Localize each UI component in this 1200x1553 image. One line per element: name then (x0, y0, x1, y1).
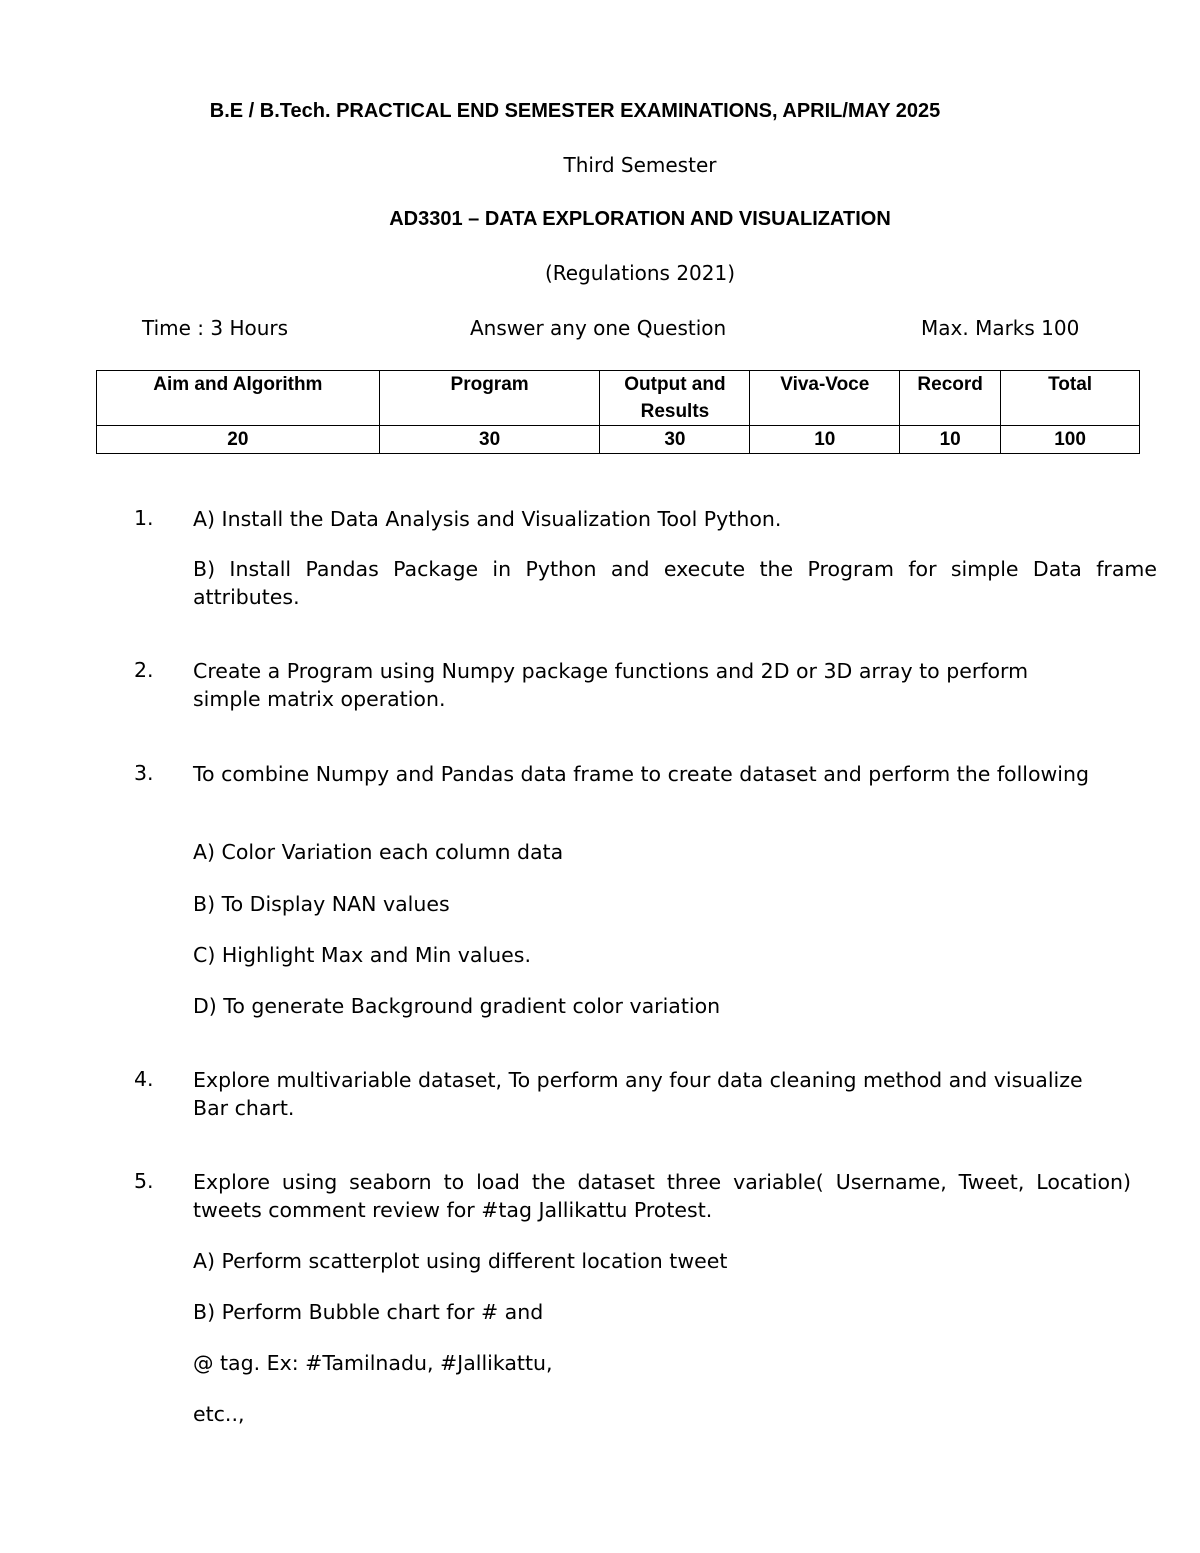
question-subpart: etc.., (193, 1402, 245, 1426)
instruction-label: Answer any one Question (470, 316, 727, 340)
semester-label: Third Semester (563, 153, 717, 177)
value-total: 100 (1001, 426, 1140, 454)
header-program: Program (379, 371, 600, 426)
question-number: 1. (134, 506, 154, 530)
question-subpart: A) Color Variation each column data (193, 840, 564, 864)
header-record: Record (900, 371, 1001, 426)
marks-table (96, 370, 1140, 454)
question-text: A) Install the Data Analysis and Visualization Tool Python. (193, 507, 782, 531)
question-subpart: B) Perform Bubble chart for # and (193, 1300, 544, 1324)
question-text: Explore multivariable dataset, To perform any four data cleaning method and visualize Bar chart. (193, 1068, 1083, 1120)
header-viva-voce: Viva-Voce (750, 371, 900, 426)
exam-title: B.E / B.Tech. PRACTICAL END SEMESTER EXAMINATIONS, APRIL/MAY 2025 (209, 100, 941, 122)
course-title: AD3301 – DATA EXPLORATION AND VISUALIZATION (389, 208, 891, 230)
value-viva-voce: 10 (750, 426, 900, 454)
question-text: B) Install Pandas Package in Python and execute the Program for simple Data frame attributes. (193, 557, 1157, 609)
header-output-results: Output and Results (600, 371, 750, 426)
value-program: 30 (379, 426, 600, 454)
value-record: 10 (900, 426, 1001, 454)
marks-table-header-row (97, 371, 1140, 426)
header-total: Total (1001, 371, 1140, 426)
marks-table-values-row (97, 426, 1140, 454)
value-output-results: 30 (600, 426, 750, 454)
question-subpart: A) Perform scatterplot using different location tweet (193, 1249, 728, 1273)
question-subpart: C) Highlight Max and Min values. (193, 943, 531, 967)
question-number: 2. (134, 658, 154, 682)
max-marks-label: Max. Marks 100 (921, 316, 1080, 340)
question-number: 4. (134, 1067, 154, 1091)
question-subpart: D) To generate Background gradient color variation (193, 994, 721, 1018)
question-text: To combine Numpy and Pandas data frame to create dataset and perform the following (193, 762, 1089, 786)
value-aim-algorithm: 20 (97, 426, 380, 454)
question-subpart: B) To Display NAN values (193, 892, 450, 916)
question-number: 5. (134, 1169, 154, 1193)
question-text: Create a Program using Numpy package functions and 2D or 3D array to perform simple matrix operation. (193, 659, 1029, 711)
question-number: 3. (134, 761, 154, 785)
question-text: Explore using seaborn to load the dataset three variable( Username, Tweet, Location) tweets comment review for #tag Jallikattu Protest. (193, 1170, 1131, 1222)
question-subpart: @ tag. Ex: #Tamilnadu, #Jallikattu, (193, 1351, 553, 1375)
time-label: Time : 3 Hours (142, 316, 289, 340)
regulations-label: (Regulations 2021) (544, 261, 736, 285)
header-aim-algorithm: Aim and Algorithm (97, 371, 380, 426)
